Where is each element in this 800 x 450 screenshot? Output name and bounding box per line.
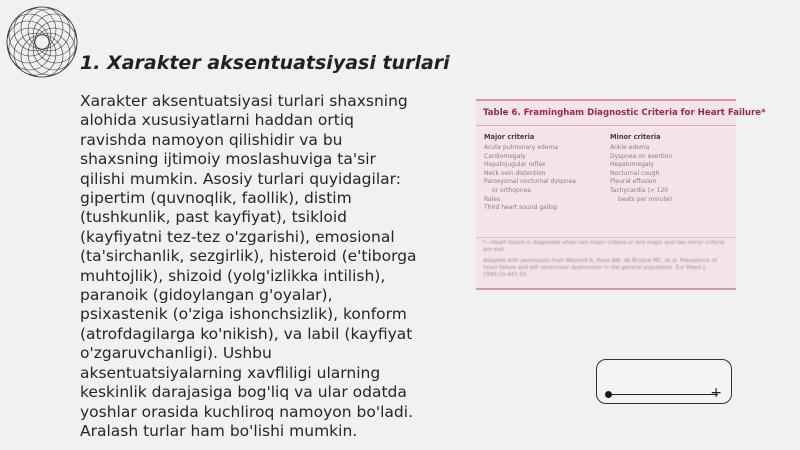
minor-criterion: Hepatomegaly: [610, 161, 654, 169]
table-footnote: *—Heart failure is diagnosed when two major criteria or one major and two minor criteria are met.: [483, 240, 725, 253]
table-note-divider: [476, 237, 736, 238]
major-criterion: Rales: [484, 195, 501, 203]
plus-icon[interactable]: +: [710, 385, 722, 401]
minor-criterion: Tachycardia (> 120: [610, 186, 669, 194]
minor-criterion: Dyspnea on exertion: [610, 152, 673, 160]
major-criterion: Cardiomegaly: [484, 152, 526, 160]
table-source-note: Adapted with permission from Mosterd A, Hoes AW, de Bruijne MC, et al. Prevalence of heart failure and left ventricular dysfunction in the general population. Eur Heart J. 1999;20:447-55.: [483, 258, 717, 278]
table-divider: [476, 125, 736, 126]
major-criterion: Paroxysmal nocturnal dyspnea: [484, 178, 576, 186]
major-criterion: Hepatojugular reflex: [484, 161, 546, 169]
slider-handle[interactable]: [605, 391, 612, 398]
minor-criterion: Nocturnal cough: [610, 169, 660, 177]
minor-criteria-header: Minor criteria: [610, 133, 661, 141]
minor-criteria-list: [610, 144, 728, 204]
table-title: Table 6. Framingham Diagnostic Criteria for Heart Failure*: [483, 108, 766, 118]
framingham-table-image: [476, 99, 766, 290]
major-criterion: Third heart sound gallop: [484, 204, 558, 212]
minor-criterion: beats per minute): [618, 195, 672, 203]
major-criterion: Neck vein distention: [484, 169, 546, 177]
circular-ornament-icon: [4, 4, 80, 80]
major-criterion: or orthopnea: [492, 186, 531, 194]
major-criteria-list: [484, 144, 602, 213]
slide-body-text: Xarakter aksentuatsiyasi turlari shaxsning alohida xususiyatlarni haddan ortiq ravishda namoyon qilishidir va bu shaxsning ijtimoiy moslashuviga ta'sir qilishi mumkin. Asosiy turlari quyidagilar: gipertim (quvnoqlik, faollik), distim (tushkunlik, past kayfiyat), tsikloid (kayfiyatni tez-tez o'zgarishi), emosional (ta'sirchanlik, sezgirlik), histeroid (e'tiborga muhtojlik), shizoid (yolg'izlikka intilish), paranoik (gidoylangan g'oyalar), psixastenik (o'ziga ishonchsizlik), konform (atrofdagilarga ko'nikish), va labil (kayfiyat o'zgaruvchanligi). Ushbu aksentuatsiyalarning xavfliligi ularning keskinlik darajasiga bog'liq va ular odatda yoshlar orasida kuchliroq namoyon bo'ladi. Aralash turlar ham bo'lishi mumkin.: [80, 92, 417, 440]
slider-track[interactable]: [609, 394, 718, 395]
timeline-slider[interactable]: [596, 359, 732, 404]
major-criterion: Acute pulmonary edema: [484, 144, 558, 151]
minor-criterion: Ankle edema: [610, 144, 650, 151]
major-criteria-header: Major criteria: [484, 133, 535, 141]
minor-criterion: Pleural effusion: [610, 178, 657, 186]
slide-title: 1. Xarakter aksentuatsiyasi turlari: [80, 52, 450, 74]
